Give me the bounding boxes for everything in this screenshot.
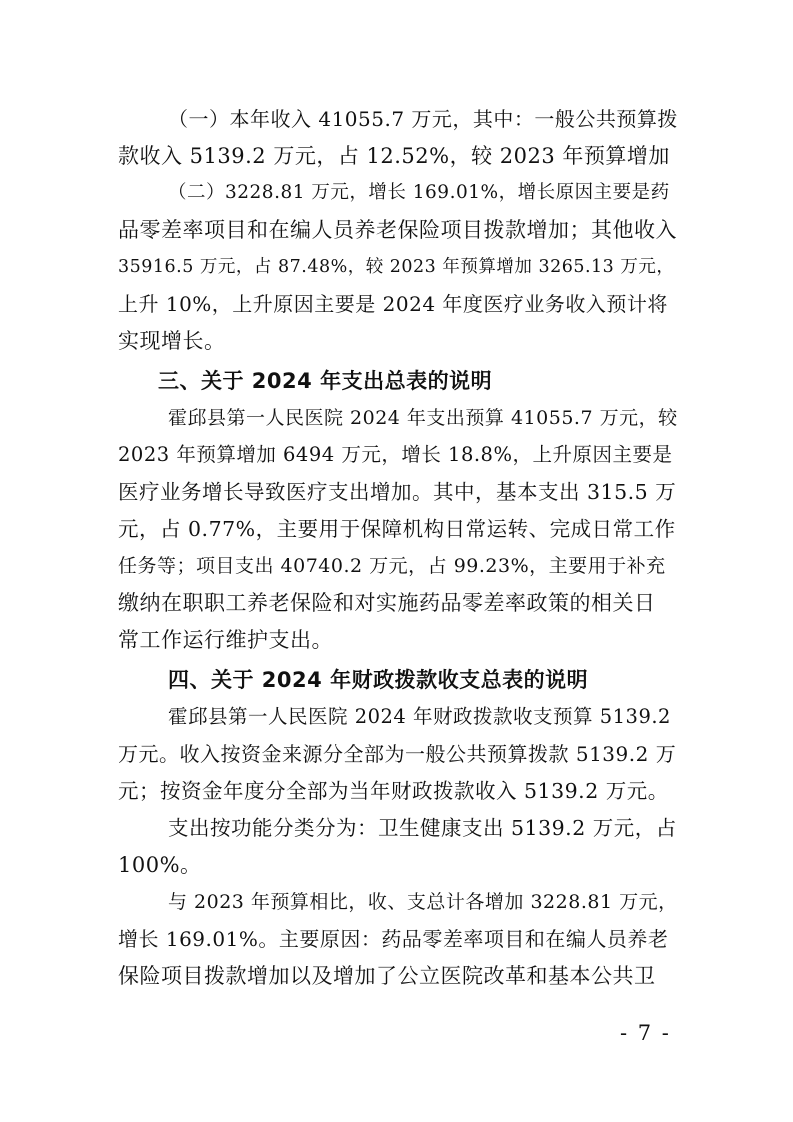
text-line: 任务等；项目支出 40740.2 万元，占 99.23%，主要用于补充 <box>118 555 666 577</box>
section-heading: 三、关于 2024 年支出总表的说明 <box>158 369 493 393</box>
text-line: （一）本年收入 41055.7 万元，其中：一般公共预算拨 <box>168 107 678 131</box>
text-line: 万元。收入按资金来源分全部为一般公共预算拨款 5139.2 万 <box>118 742 677 766</box>
text-line: 100%。 <box>118 853 202 877</box>
text-line: 品零差率项目和在编人员养老保险项目拨款增加；其他收入 <box>118 218 677 242</box>
section-heading: 四、关于 2024 年财政拨款收支总表的说明 <box>168 668 589 692</box>
text-line: 元；按资金年度分全部为当年财政拨款收入 5139.2 万元。 <box>118 779 669 803</box>
text-line: 2023 年预算增加 6494 万元，增长 18.8%，上升原因主要是 <box>118 443 673 466</box>
text-line: 款收入 5139.2 万元，占 12.52%，较 2023 年预算增加 <box>118 144 670 168</box>
text-line: 常工作运行维护支出。 <box>118 628 333 652</box>
page-number: - 7 - <box>620 1021 671 1045</box>
text-line: （二）3228.81 万元，增长 169.01%，增长原因主要是药 <box>168 182 670 203</box>
text-line: 霍邱县第一人民医院 2024 年支出预算 41055.7 万元，较 <box>168 407 678 429</box>
text-line: 缴纳在职职工养老保险和对实施药品零差率政策的相关日 <box>118 591 656 615</box>
text-line: 35916.5 万元，占 87.48%，较 2023 年预算增加 3265.13 万元， <box>118 257 675 277</box>
text-line: 医疗业务增长导致医疗支出增加。其中，基本支出 315.5 万 <box>118 480 677 504</box>
text-line: 保险项目拨款增加以及增加了公立医院改革和基本公共卫 <box>118 964 656 988</box>
text-line: 实现增长。 <box>118 329 226 353</box>
text-line: 上升 10%，上升原因主要是 2024 年度医疗业务收入预计将 <box>118 292 668 316</box>
text-line: 增长 169.01%。主要原因：药品零差率项目和在编人员养老 <box>118 927 669 951</box>
text-line: 元，占 0.77%，主要用于保障机构日常运转、完成日常工作 <box>118 517 676 541</box>
text-line: 霍邱县第一人民医院 2024 年财政拨款收支预算 5139.2 <box>168 705 671 728</box>
text-line: 支出按功能分类分为：卫生健康支出 5139.2 万元，占 <box>168 816 677 840</box>
text-line: 与 2023 年预算相比，收、支总计各增加 3228.81 万元， <box>168 891 678 913</box>
